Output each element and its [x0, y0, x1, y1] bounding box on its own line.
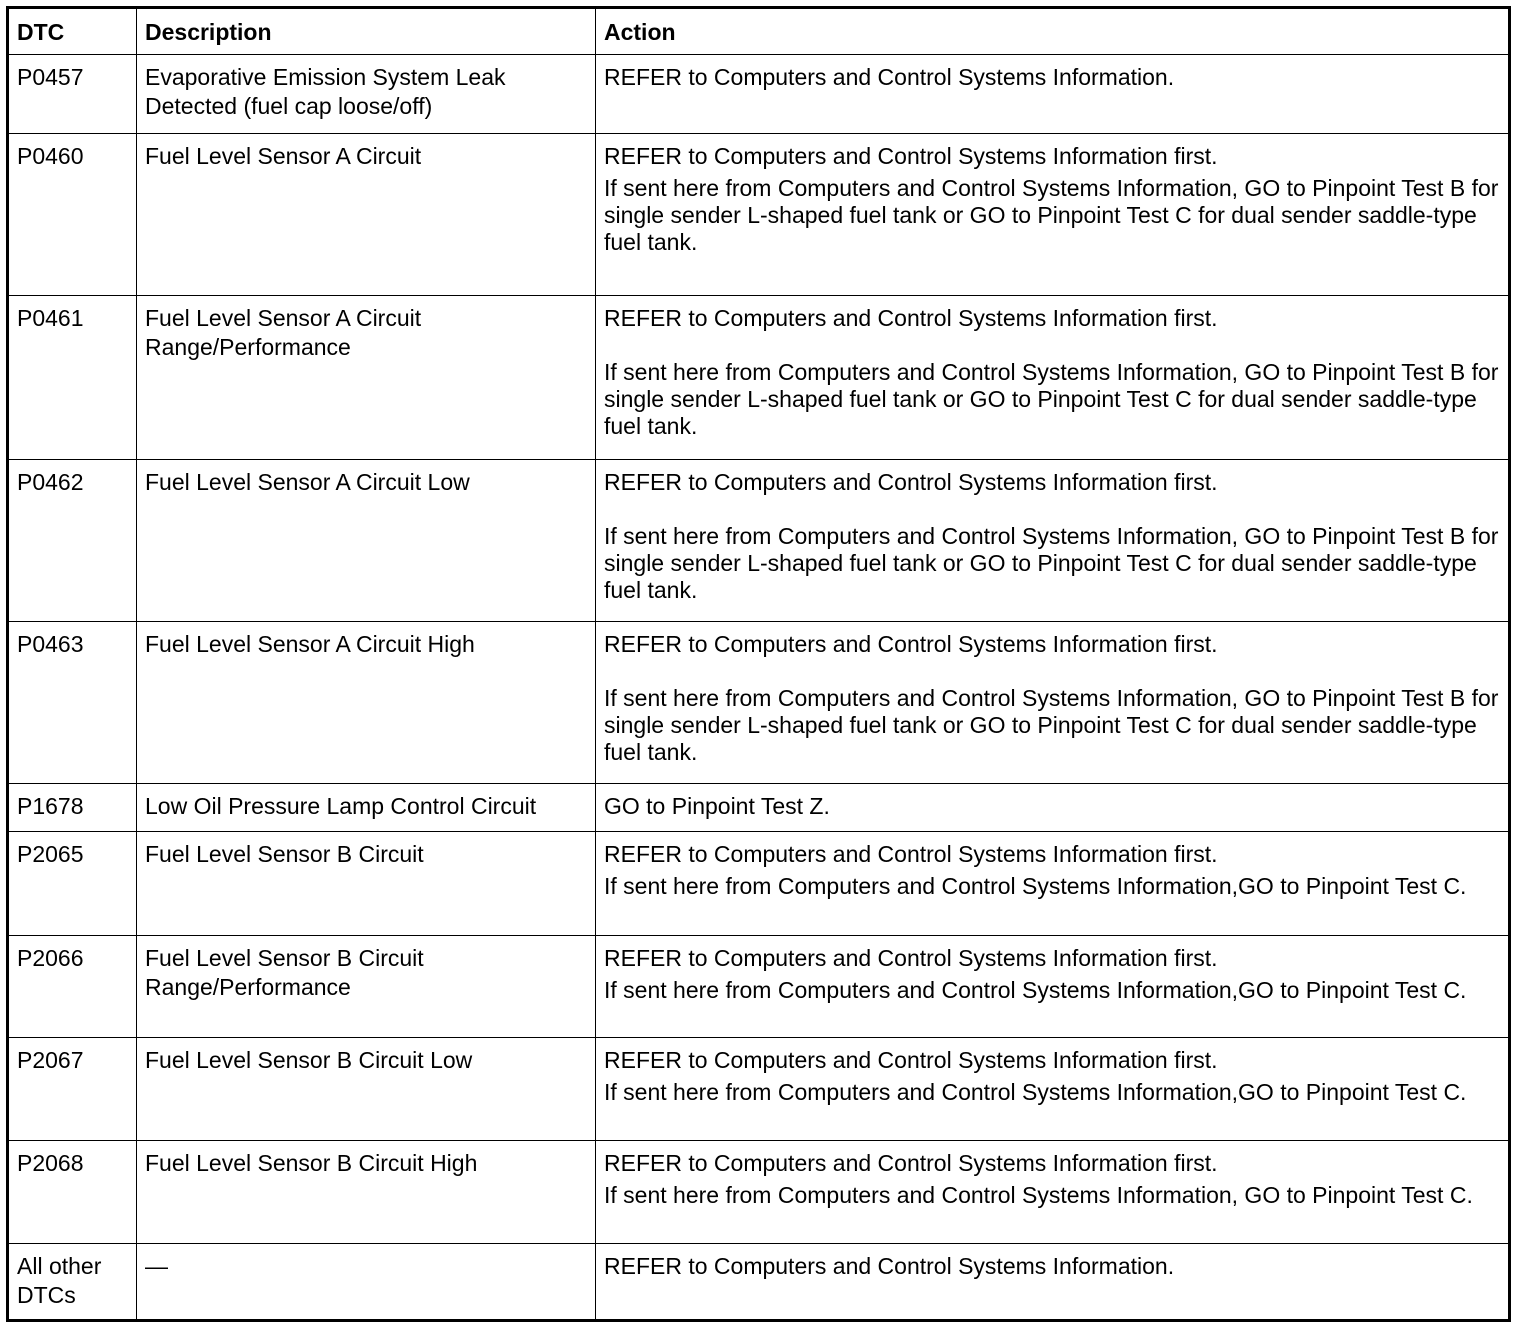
cell-action	[596, 134, 1510, 296]
cell-dtc: P2068	[8, 1141, 137, 1244]
cell-dtc: P0457	[8, 55, 137, 134]
dtc-table	[6, 6, 1511, 1322]
action-text: If sent here from Computers and Control Systems Information, GO to Pinpoint Test B for single sender L-shaped fuel tank or GO to Pinpoint Test C for dual sender saddle-type fuel tank.	[604, 359, 1499, 439]
action-text: REFER to Computers and Control Systems Information first.	[604, 1150, 1218, 1176]
table-row	[8, 832, 1510, 936]
action-text: REFER to Computers and Control Systems Information first.	[604, 945, 1218, 971]
action-text: If sent here from Computers and Control Systems Information, GO to Pinpoint Test B for single sender L-shaped fuel tank or GO to Pinpoint Test C for dual sender saddle-type fuel tank.	[604, 175, 1499, 255]
cell-action	[596, 622, 1510, 784]
action-text: If sent here from Computers and Control Systems Information,GO to Pinpoint Test C.	[604, 1079, 1467, 1105]
cell-description: Fuel Level Sensor B Circuit High	[137, 1141, 596, 1244]
cell-description: —	[137, 1244, 596, 1321]
cell-dtc: P2067	[8, 1038, 137, 1141]
cell-dtc: All other DTCs	[8, 1244, 137, 1321]
action-text: REFER to Computers and Control Systems Information.	[604, 64, 1175, 90]
table-row	[8, 134, 1510, 296]
cell-dtc: P2066	[8, 936, 137, 1038]
cell-description: Fuel Level Sensor A Circuit Low	[137, 460, 596, 622]
action-text: REFER to Computers and Control Systems Information first.	[604, 143, 1218, 169]
cell-action	[596, 1244, 1510, 1321]
action-text: If sent here from Computers and Control Systems Information,GO to Pinpoint Test C.	[604, 977, 1467, 1003]
cell-action	[596, 936, 1510, 1038]
table-row	[8, 296, 1510, 460]
table-header-row	[8, 8, 1510, 55]
cell-action	[596, 1038, 1510, 1141]
cell-description: Evaporative Emission System Leak Detected (fuel cap loose/off)	[137, 55, 596, 134]
action-text: REFER to Computers and Control Systems Information first.	[604, 469, 1218, 495]
action-text: REFER to Computers and Control Systems Information first.	[604, 631, 1218, 657]
action-text: GO to Pinpoint Test Z.	[604, 793, 830, 819]
action-text: REFER to Computers and Control Systems Information first.	[604, 305, 1218, 331]
cell-action	[596, 1141, 1510, 1244]
table-row	[8, 1244, 1510, 1321]
cell-action	[596, 460, 1510, 622]
cell-description: Fuel Level Sensor A Circuit	[137, 134, 596, 296]
action-text: If sent here from Computers and Control Systems Information,GO to Pinpoint Test C.	[604, 873, 1467, 899]
cell-description: Fuel Level Sensor B Circuit	[137, 832, 596, 936]
cell-description: Low Oil Pressure Lamp Control Circuit	[137, 784, 596, 832]
cell-action	[596, 784, 1510, 832]
cell-action	[596, 832, 1510, 936]
cell-dtc: P0460	[8, 134, 137, 296]
cell-description: Fuel Level Sensor B Circuit Range/Performance	[137, 936, 596, 1038]
table-row	[8, 1141, 1510, 1244]
table-row	[8, 460, 1510, 622]
table-row	[8, 55, 1510, 134]
action-text: REFER to Computers and Control Systems Information first.	[604, 841, 1218, 867]
action-text: REFER to Computers and Control Systems Information first.	[604, 1047, 1218, 1073]
cell-action	[596, 55, 1510, 134]
action-text: If sent here from Computers and Control Systems Information, GO to Pinpoint Test B for single sender L-shaped fuel tank or GO to Pinpoint Test C for dual sender saddle-type fuel tank.	[604, 523, 1499, 603]
column-header-dtc: DTC	[8, 8, 137, 55]
cell-description: Fuel Level Sensor A Circuit Range/Performance	[137, 296, 596, 460]
action-text: REFER to Computers and Control Systems Information.	[604, 1253, 1175, 1279]
table-row	[8, 1038, 1510, 1141]
column-header-action: Action	[596, 8, 1510, 55]
cell-action	[596, 296, 1510, 460]
cell-dtc: P2065	[8, 832, 137, 936]
dtc-document	[6, 6, 1508, 1322]
table-row	[8, 622, 1510, 784]
cell-description: Fuel Level Sensor A Circuit High	[137, 622, 596, 784]
cell-dtc: P0462	[8, 460, 137, 622]
cell-dtc: P1678	[8, 784, 137, 832]
action-text: If sent here from Computers and Control Systems Information, GO to Pinpoint Test C.	[604, 1182, 1473, 1208]
action-text: If sent here from Computers and Control Systems Information, GO to Pinpoint Test B for single sender L-shaped fuel tank or GO to Pinpoint Test C for dual sender saddle-type fuel tank.	[604, 685, 1499, 765]
cell-description: Fuel Level Sensor B Circuit Low	[137, 1038, 596, 1141]
table-row	[8, 936, 1510, 1038]
column-header-description: Description	[137, 8, 596, 55]
cell-dtc: P0461	[8, 296, 137, 460]
table-row	[8, 784, 1510, 832]
cell-dtc: P0463	[8, 622, 137, 784]
